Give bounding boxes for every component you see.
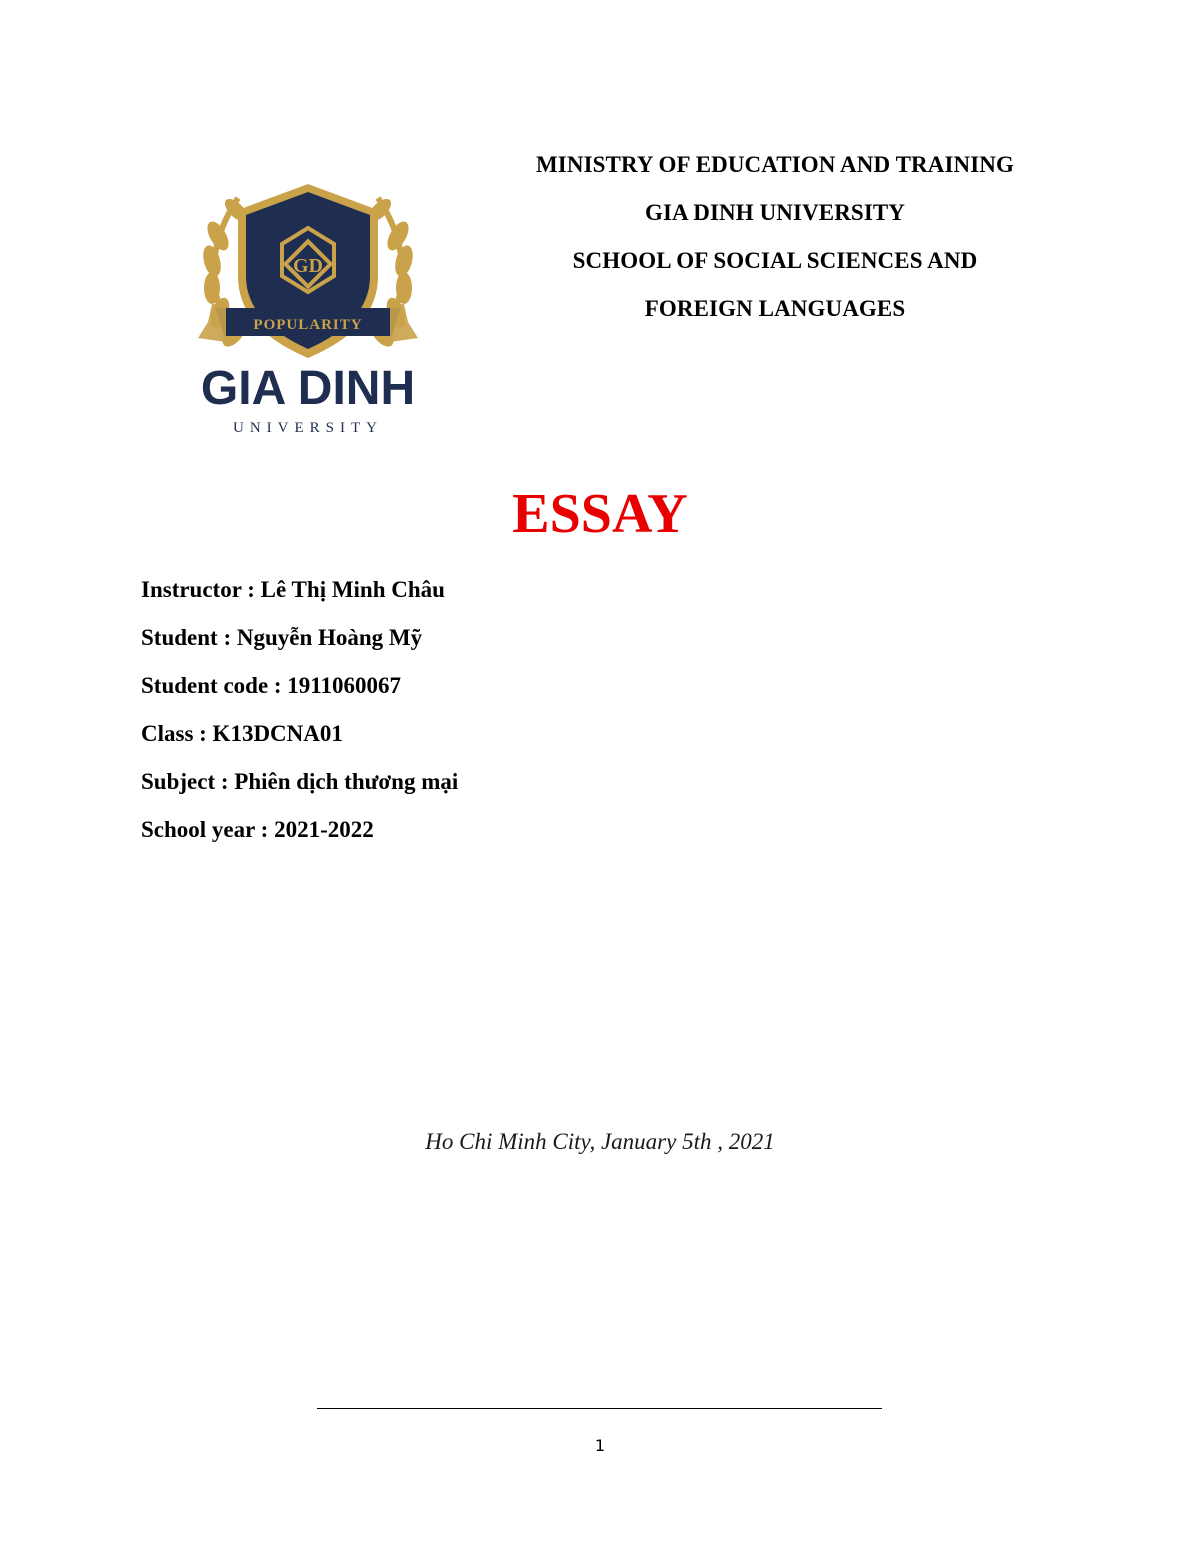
institution-header [470, 141, 1080, 333]
document-title: ESSAY [512, 483, 688, 545]
place-and-date: Ho Chi Minh City, January 5th , 2021 [425, 1129, 775, 1154]
university-logo [178, 176, 438, 446]
page-number: 1 [594, 1436, 606, 1455]
logo-monogram: GD [293, 255, 323, 277]
student-info [141, 566, 941, 854]
info-class: Class : K13DCNA01 [141, 721, 343, 746]
header-university: GIA DINH UNIVERSITY [644, 200, 906, 225]
logo-subword: UNIVERSITY [233, 420, 383, 436]
info-instructor: Instructor : Lê Thị Minh Châu [141, 577, 445, 602]
info-school-year: School year : 2021-2022 [141, 817, 374, 842]
logo-wordmark: GIA DINH [200, 362, 416, 415]
header-ministry: MINISTRY OF EDUCATION AND TRAINING [536, 152, 1014, 177]
info-student-code: Student code : 1911060067 [141, 673, 402, 698]
footer-divider [317, 1408, 882, 1409]
info-subject: Subject : Phiên dịch thương mại [141, 769, 459, 794]
header-school-line-1: SCHOOL OF SOCIAL SCIENCES AND [572, 248, 978, 273]
header-school-line-2: FOREIGN LANGUAGES [644, 296, 906, 321]
info-student: Student : Nguyễn Hoàng Mỹ [141, 625, 423, 650]
crest-icon [178, 176, 438, 446]
logo-ribbon-text: POPULARITY [253, 317, 363, 333]
